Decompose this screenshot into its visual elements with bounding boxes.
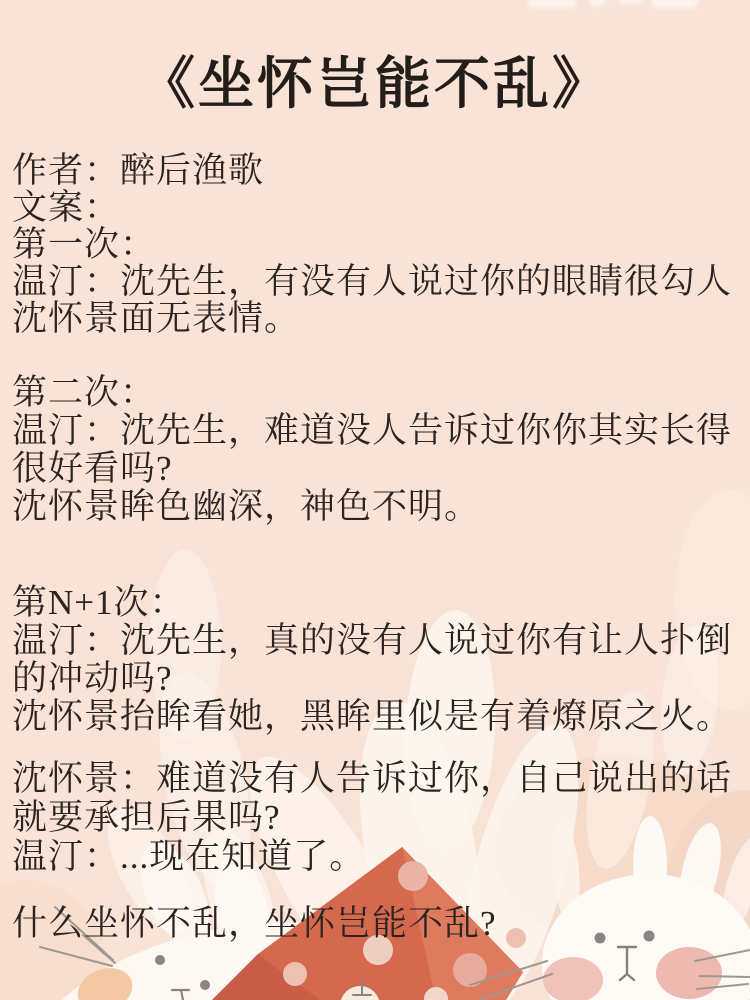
watermark-blob (589, 0, 606, 6)
scene2-wenting-1: 温汀：沈先生，难道没人告诉过你你其实长得 (12, 411, 733, 450)
scene4-shen-1: 沈怀景：难道没有人告诉过你，自己说出的话 (12, 759, 733, 798)
scene4-wenting: 温汀：...现在知道了。 (12, 837, 366, 876)
scene4-shen-2: 就要承担后果吗? (12, 798, 281, 837)
watermark-blob (618, 0, 643, 4)
right-rabbit-cheek (656, 947, 722, 999)
paragraph-scene-n1 (12, 584, 750, 736)
left-rabbit-eye (155, 955, 165, 965)
author-line: 作者：醉后渔歌 (12, 151, 265, 190)
punchline: 什么坐怀不乱，坐怀岂能不乱? (12, 904, 497, 943)
scene3-wenting-1: 温汀：沈先生，真的没有人说过你有让人扑倒 (12, 621, 733, 660)
scene1-wenting: 温汀：沈先生，有没有人说过你的眼睛很勾人 (12, 262, 733, 301)
scene3-wenting-2: 的冲动吗? (12, 659, 173, 698)
watermark-blob (651, 0, 699, 8)
synopsis-label: 文案： (12, 188, 121, 227)
left-rabbit-eye (200, 980, 210, 990)
paragraph-scene2 (12, 374, 750, 526)
scene1-label: 第一次： (12, 225, 157, 264)
scene3-label: 第N+1次： (12, 583, 186, 622)
paragraph-punchline (12, 904, 750, 943)
paragraph-intro (12, 152, 750, 337)
scene2-wenting-2: 很好看吗? (12, 449, 173, 488)
scene2-shen: 沈怀景眸色幽深，神色不明。 (12, 487, 481, 526)
watermark-blob (527, 0, 577, 8)
scene1-shen: 沈怀景面无表情。 (12, 299, 301, 338)
scene2-label: 第二次： (12, 373, 157, 412)
scene3-shen: 沈怀景抬眸看她，黑眸里似是有着燎原之火。 (12, 697, 733, 736)
paragraph-scene4 (12, 759, 750, 876)
book-title: 《坐怀岂能不乱》 (139, 54, 611, 116)
